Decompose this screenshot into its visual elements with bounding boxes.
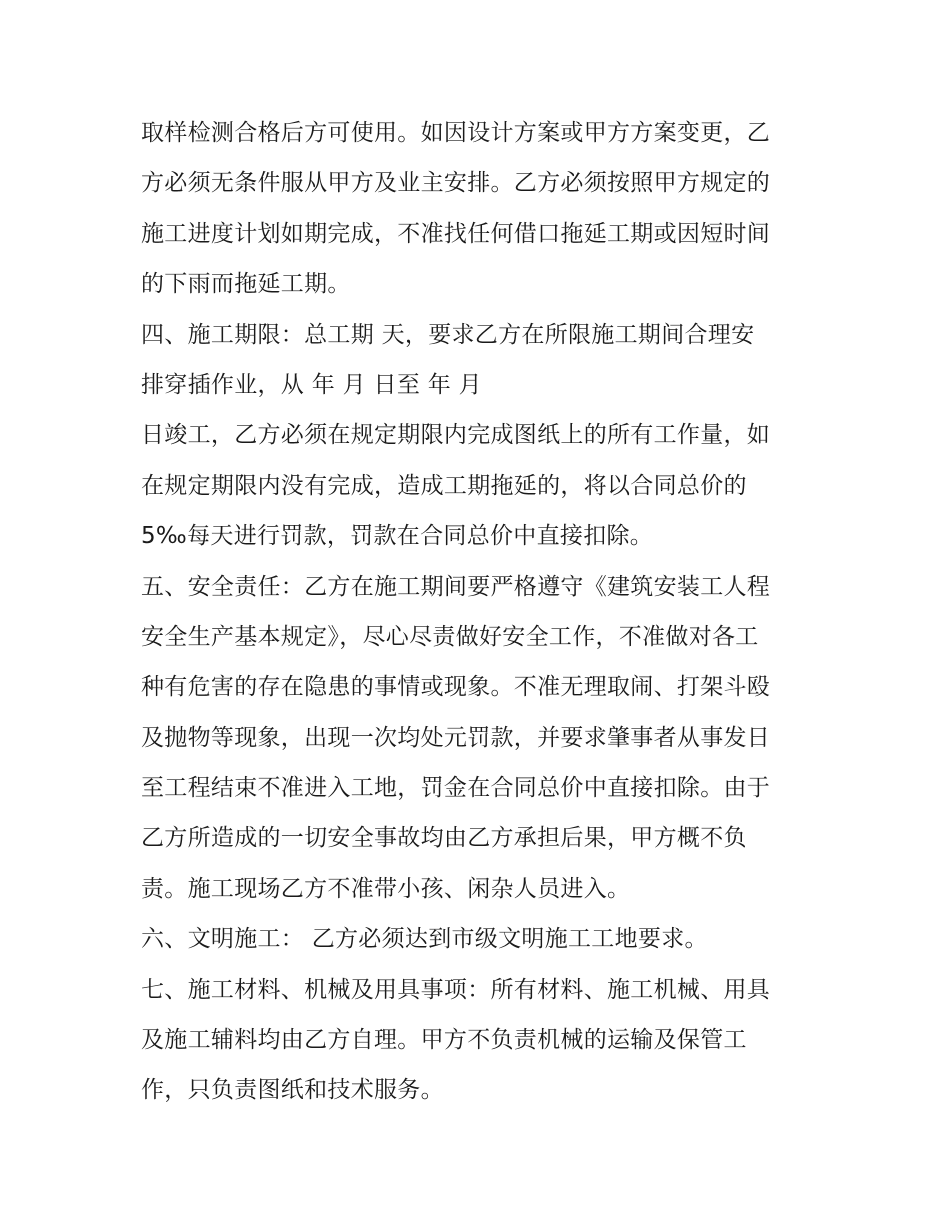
section-heading-line: 六、文明施工： 乙方必须达到市级文明施工工地要求。 bbox=[141, 926, 708, 953]
text-line: 乙方所造成的一切安全事故均由乙方承担后果，甲方概不负 bbox=[141, 825, 747, 852]
text-line: 取样检测合格后方可使用。如因设计方案或甲方方案变更，乙 bbox=[141, 120, 771, 146]
section-heading-line: 五、安全责任：乙方在施工期间要严格遵守《建筑安装工人程 bbox=[141, 573, 771, 600]
text-line: 及抛物等现象，出现一次均处元罚款，并要求肇事者从事发日 bbox=[141, 724, 771, 751]
text-line: 种有危害的存在隐患的事情或现象。不准无理取闹、打架斗殴 bbox=[141, 674, 771, 701]
text-line: 作，只负责图纸和技术服务。 bbox=[141, 1077, 444, 1104]
section-heading-line: 七、施工材料、机械及用具事项：所有材料、施工机械、用具 bbox=[141, 976, 771, 1003]
text-line: 施工进度计划如期完成，不准找任何借口拖延工期或因短时间 bbox=[141, 220, 771, 247]
document-body bbox=[141, 108, 821, 1116]
text-line: 在规定期限内没有完成，造成工期拖延的，将以合同总价的 bbox=[141, 472, 747, 499]
section-heading-line: 四、施工期限：总工期 天，要求乙方在所限施工期间合理安 bbox=[141, 321, 755, 348]
text-line: 责。施工现场乙方不准带小孩、闲杂人员进入。 bbox=[141, 875, 631, 902]
text-line: 安全生产基本规定》，尽心尽责做好安全工作，不准做对各工 bbox=[141, 623, 759, 650]
text-line: 排穿插作业，从 年 月 日至 年 月 bbox=[141, 371, 482, 398]
text-line: 至工程结束不准进入工地，罚金在合同总价中直接扣除。由于 bbox=[141, 775, 771, 802]
text-line: 日竣工，乙方必须在规定期限内完成图纸上的所有工作量，如 bbox=[141, 422, 771, 449]
text-line: 及施工辅料均由乙方自理。甲方不负责机械的运输及保管工 bbox=[141, 1027, 747, 1054]
text-line: 的下雨而拖延工期。 bbox=[141, 271, 351, 298]
text-line: 5‰每天进行罚款，罚款在合同总价中直接扣除。 bbox=[141, 523, 654, 550]
text-line: 方必须无条件服从甲方及业主安排。乙方必须按照甲方规定的 bbox=[141, 170, 771, 197]
